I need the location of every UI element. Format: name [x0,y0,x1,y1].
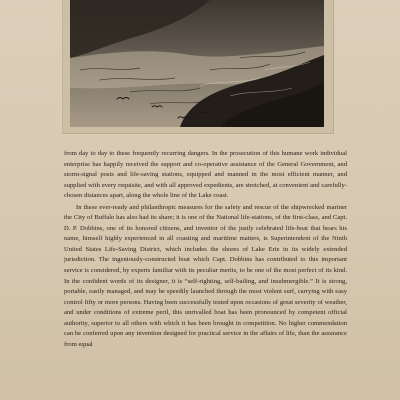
paragraph-buffalo-life-station: In these ever-ready and philanthropic measures for the safety and rescue of the shipwrecked mariner the City of Buffalo has also had its share; it is one of the National life-stations, of the first-class, and Capt. D. P. Dobbins, one of its honored citizens, and inventor of the justly celebrated life-boat that bears his name, himself highly experienced in all coasting and maritime matters, is Superintendent of the Ninth United States Life-Saving District, which includes the shores of Lake Erie in its widely extended jurisdiction. The ingeniously-constructed boat which Capt. Dobbins has contributed to this important service is considered, by experts familiar with its peculiar merits, to be one of the most perfect of its kind. In the confident words of its designer, it is “self-righting, self-bailing, and insubmergible.” It is strong, portable, easily managed, and may be speedily launched through the most violent surf, carrying with easy control fifty or more persons. Having been successfully tested upon occasions of great severity of weather, and under conditions of extreme peril, this unrivalled boat has been pronounced by competent official authority, superior to all others with which it has been brought in competition. No higher commendation can be conferred upon any invention designed for practical service in the affairs of life, than the assurance from equal [64,203,347,348]
paragraph-continued: from day to day to these frequently recurring dangers. In the prosecution of this humane work individual enterprise has happily received the support and co-operative assistance of the General Government, and storm-signal posts and life-saving stations, equipped and manned in the most efficient manner, and supplied with every requisite, and with all approved expedients, are stretched, at convenient and carefully-chosen distances apart, along the whole line of the Lake coast. [64,150,347,200]
stormy-sea-etching-icon [70,0,324,127]
article-text [64,149,347,350]
